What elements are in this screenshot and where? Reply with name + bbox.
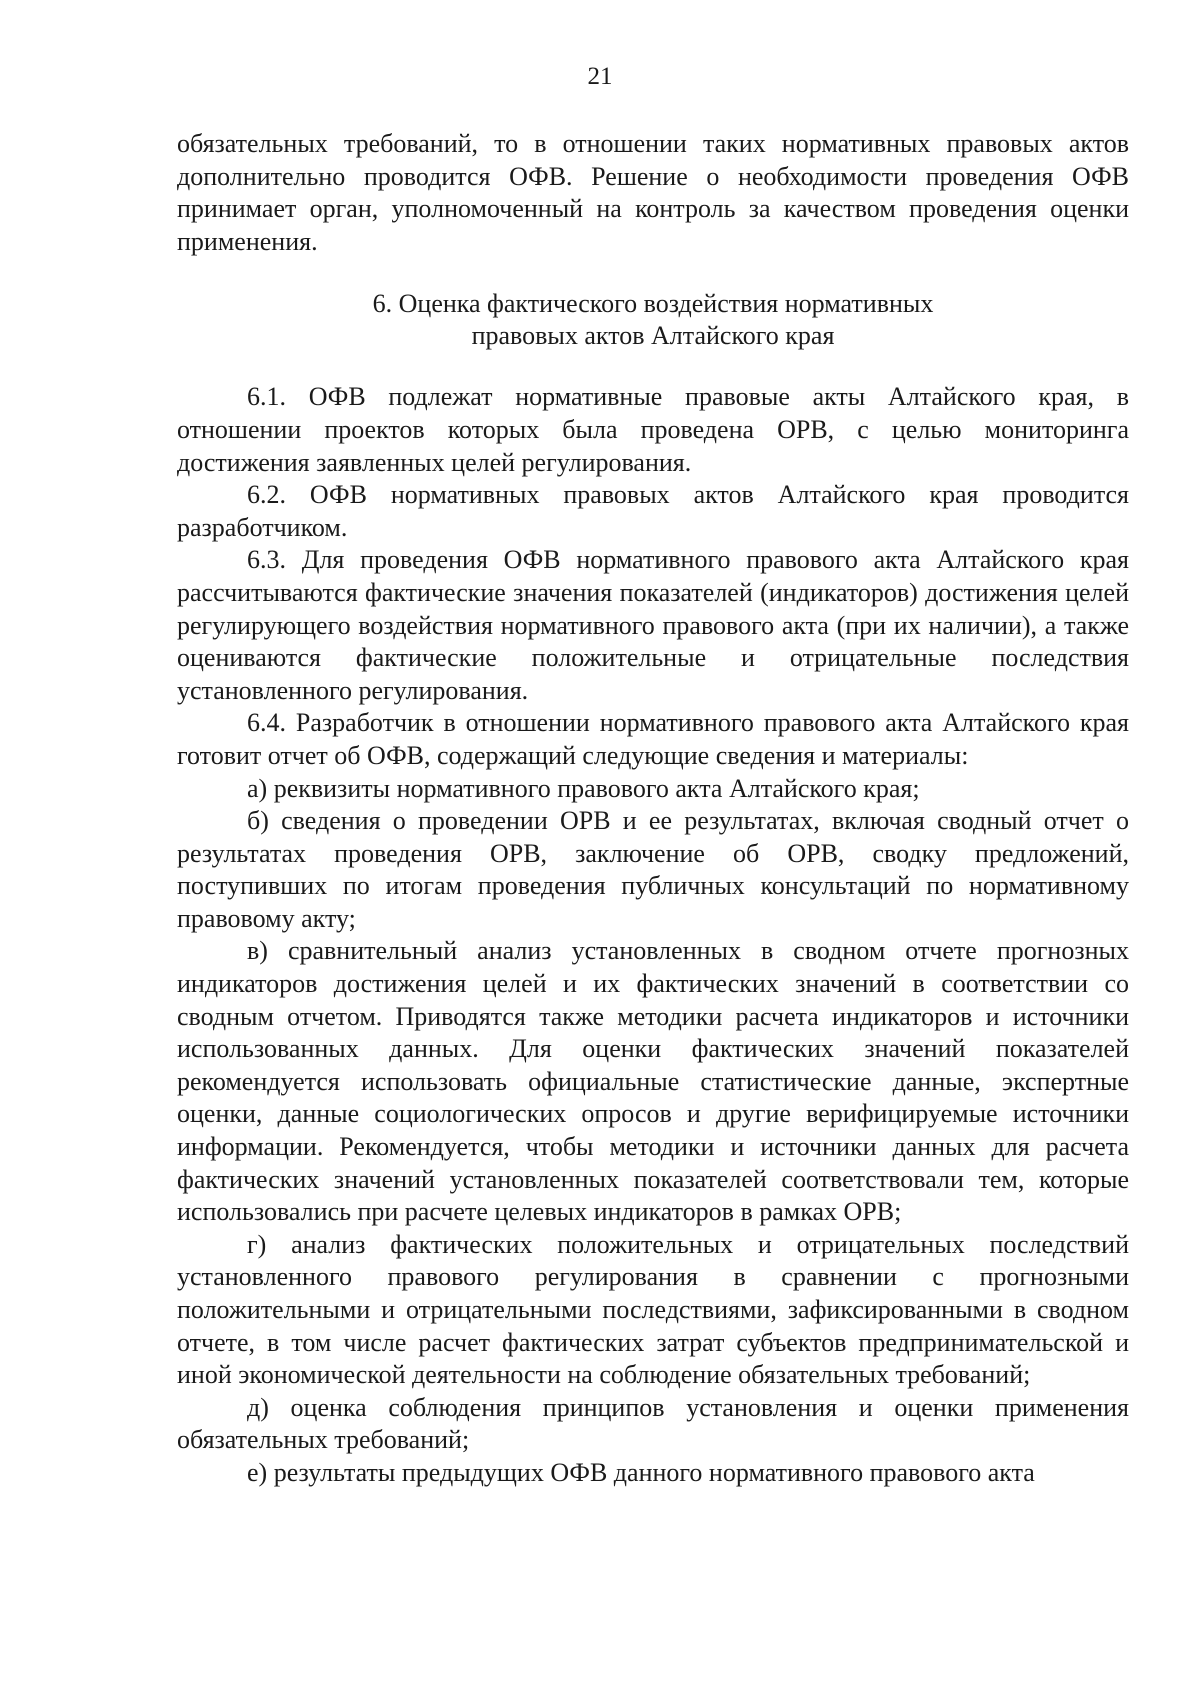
list-item-a: а) реквизиты нормативного правового акта Алтайского края;	[247, 773, 920, 803]
paragraph-6-3: 6.3. Для проведения ОФВ нормативного правового акта Алтайского края рассчитываются фактические значения показателей (индикаторов) достижения целей регулирующего воздействия нормативного правового акта (при их наличии), а также оцениваются фактические положительные и отрицательные последствия установленного регулирования.	[177, 545, 1129, 705]
paragraph-6-2: 6.2. ОФВ нормативных правовых актов Алтайского края проводится разработчиком.	[177, 480, 1129, 542]
document-body	[177, 128, 1129, 1490]
list-item-e: е) результаты предыдущих ОФВ данного нормативного правового акта	[247, 1457, 1035, 1487]
section-heading	[177, 288, 1129, 352]
section-heading-line-1: 6. Оценка фактического воздействия нормативных	[372, 289, 934, 319]
intro-paragraph: обязательных требований, то в отношении таких нормативных правовых актов дополнительно проводится ОФВ. Решение о необходимости проведения ОФВ принимает орган, уполномоченный на контроль за качеством проведения оценки применения.	[177, 129, 1129, 256]
list-item-v: в) сравнительный анализ установленных в сводном отчете прогнозных индикаторов достижения целей и их фактических значений в соответствии со сводным отчетом. Приводятся также методики расчета индикаторов и источники использованных данных. Для оценки фактических значений показателей рекомендуется использовать официальные статистические данные, экспертные оценки, данные социологических опросов и другие верифицируемые источники информации. Рекомендуется, чтобы методики и источники данных для расчета фактических значений установленных показателей соответствовали тем, которые использовались при расчете целевых индикаторов в рамках ОРВ;	[177, 936, 1129, 1227]
section-heading-line-2: правовых актов Алтайского края	[471, 321, 835, 351]
list-item-g: г) анализ фактических положительных и отрицательных последствий установленного правового регулирования в сравнении с прогнозными положительными и отрицательными последствиями, зафиксированными в сводном отчете, в том числе расчет фактических затрат субъектов предпринимательской и иной экономической деятельности на соблюдение обязательных требований;	[177, 1229, 1129, 1390]
list-item-d: д) оценка соблюдения принципов установления и оценки применения обязательных требований;	[177, 1392, 1129, 1455]
paragraph-6-1: 6.1. ОФВ подлежат нормативные правовые акты Алтайского края, в отношении проектов которых была проведена ОРВ, с целью мониторинга достижения заявленных целей регулирования.	[177, 382, 1129, 477]
paragraph-6-4: 6.4. Разработчик в отношении нормативного правового акта Алтайского края готовит отчет об ОФВ, содержащий следующие сведения и материалы:	[177, 708, 1129, 770]
page-number: 21	[587, 63, 613, 90]
list-item-b: б) сведения о проведении ОРВ и ее результатах, включая сводный отчет о результатах проведения ОРВ, заключение об ОРВ, сводку предложений, поступивших по итогам проведения публичных консультаций по нормативному правовому акту;	[177, 806, 1129, 933]
